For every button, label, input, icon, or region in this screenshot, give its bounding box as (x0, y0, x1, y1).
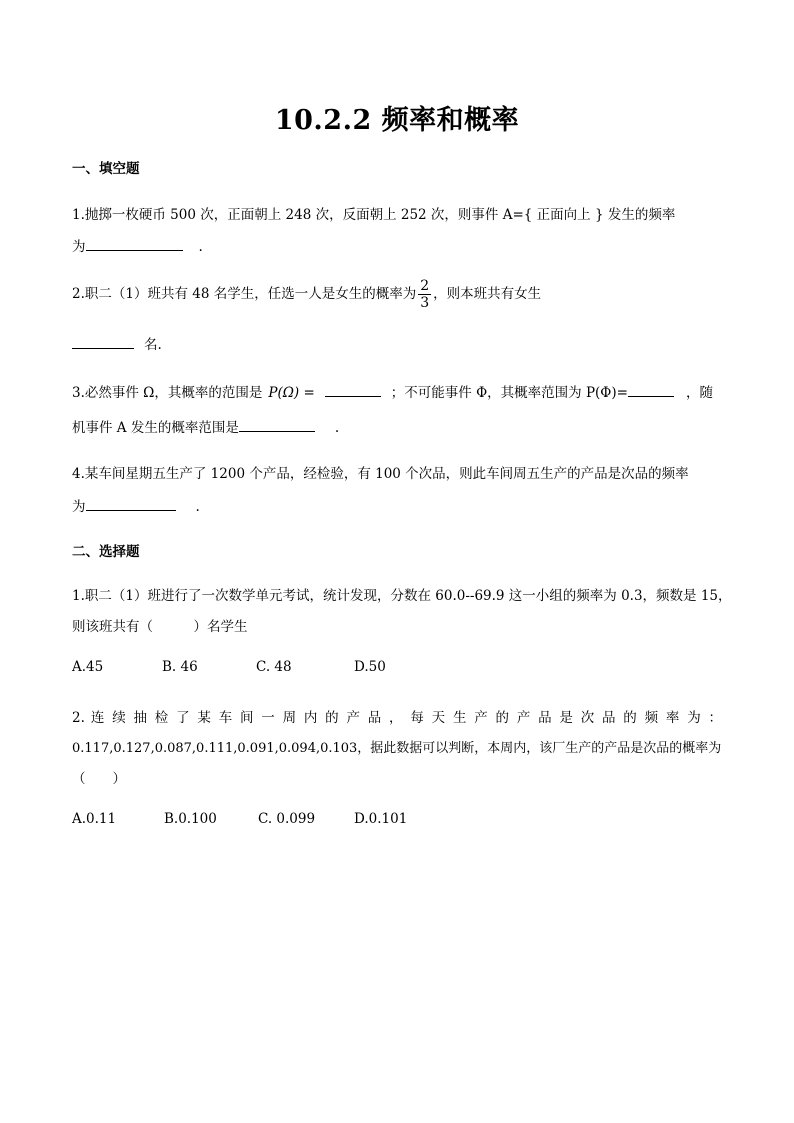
choice-q2-options (72, 811, 722, 831)
choice-q2-line2: 0.117,0.127,0.087,0.111,0.091,0.094,0.103，据此数据可以判断，本周内，该厂生产的产品是次品的概率为 (72, 741, 722, 756)
section-fill-blank-heading: 一、填空题 (72, 161, 140, 177)
fill-q2-line2-suffix: 名. (144, 337, 162, 353)
fill-q3-answer-blank-2[interactable] (628, 395, 674, 397)
choice-q2-option-b[interactable]: B.0.100 (164, 811, 217, 827)
fill-q4-line2 (72, 495, 200, 515)
choice-q2-option-d[interactable]: D.0.101 (354, 811, 408, 827)
fill-q3-math-expression: P(Ω) = (268, 385, 315, 401)
fill-q2-text (72, 276, 541, 312)
page-title: 10.2.2 频率和概率 (274, 105, 520, 136)
choice-q1-option-d[interactable]: D.50 (354, 659, 386, 675)
choice-q2-option-a[interactable]: A.0.11 (72, 811, 117, 827)
choice-q1-text: 1.职二（1）班进行了一次数学单元考试，统计发现，分数在 60.0--69.9 这一小组的频率为 0.3，频数是 15， (72, 588, 732, 604)
fill-q2-prefix: 2.职二（1）班共有 48 名学生，任选一人是女生的概率为 (72, 286, 417, 302)
fill-q3-mid: ；不可能事件 Φ，其概率范围为 P(Φ)= (390, 385, 628, 401)
fill-q2-fraction-numerator: 2 (420, 278, 430, 294)
fill-q1-answer-blank[interactable] (86, 249, 183, 251)
fill-q4-prefix: 为 (72, 499, 86, 515)
fill-q2-answer-blank[interactable] (72, 347, 134, 349)
fill-q4-answer-blank[interactable] (86, 509, 176, 511)
section-choice-heading: 二、选择题 (72, 544, 140, 560)
fill-q3-text (72, 381, 713, 401)
fill-q4-text: 4.某车间星期五生产了 1200 个产品，经检验，有 100 个次品，则此车间周五生产的产品是次品的频率 (72, 466, 689, 482)
choice-q2-line3: （ ） (72, 771, 126, 787)
fill-q3-prefix: 3.必然事件 Ω，其概率的范围是 (72, 385, 263, 401)
choice-q1-option-a[interactable]: A.45 (72, 659, 104, 675)
fill-q2-line2 (72, 333, 162, 353)
choice-q2-text: 2. 连 续 抽 检 了 某 车 间 一 周 内 的 产 品 ， 每 天 生 产 的 产 品 是 次 品 的 频 率 为 ： (72, 710, 722, 726)
fill-q2-fraction (418, 278, 431, 311)
fill-q3-answer-blank-1[interactable] (325, 395, 381, 397)
fill-q3-answer-blank-3[interactable] (239, 430, 315, 432)
choice-q1-line2: 则该班共有（ ）名学生 (72, 619, 248, 635)
fill-q1-prefix: 为 (72, 239, 86, 255)
fill-q3-line2-prefix: 机事件 A 发生的概率范围是 (72, 420, 239, 436)
fill-q3-end: ，随 (685, 385, 713, 401)
choice-q2-option-c[interactable]: C. 0.099 (258, 811, 316, 827)
choice-q1-option-b[interactable]: B. 46 (162, 659, 198, 675)
fill-q1-line2 (72, 235, 203, 255)
fill-q2-suffix: ，则本班共有女生 (433, 286, 542, 302)
fill-q3-line2 (72, 416, 339, 436)
fill-q3-line2-suffix: . (334, 420, 340, 436)
fill-q2-fraction-denominator: 3 (420, 295, 430, 311)
fill-q1-text: 1.抛掷一枚硬币 500 次，正面朝上 248 次，反面朝上 252 次，则事件 A={ 正面向上 } 发生的频率 (72, 207, 676, 223)
fill-q1-suffix: . (198, 239, 203, 255)
choice-q1-option-c[interactable]: C. 48 (256, 659, 292, 675)
fill-q4-suffix: . (195, 499, 200, 515)
choice-q1-options (72, 659, 722, 679)
